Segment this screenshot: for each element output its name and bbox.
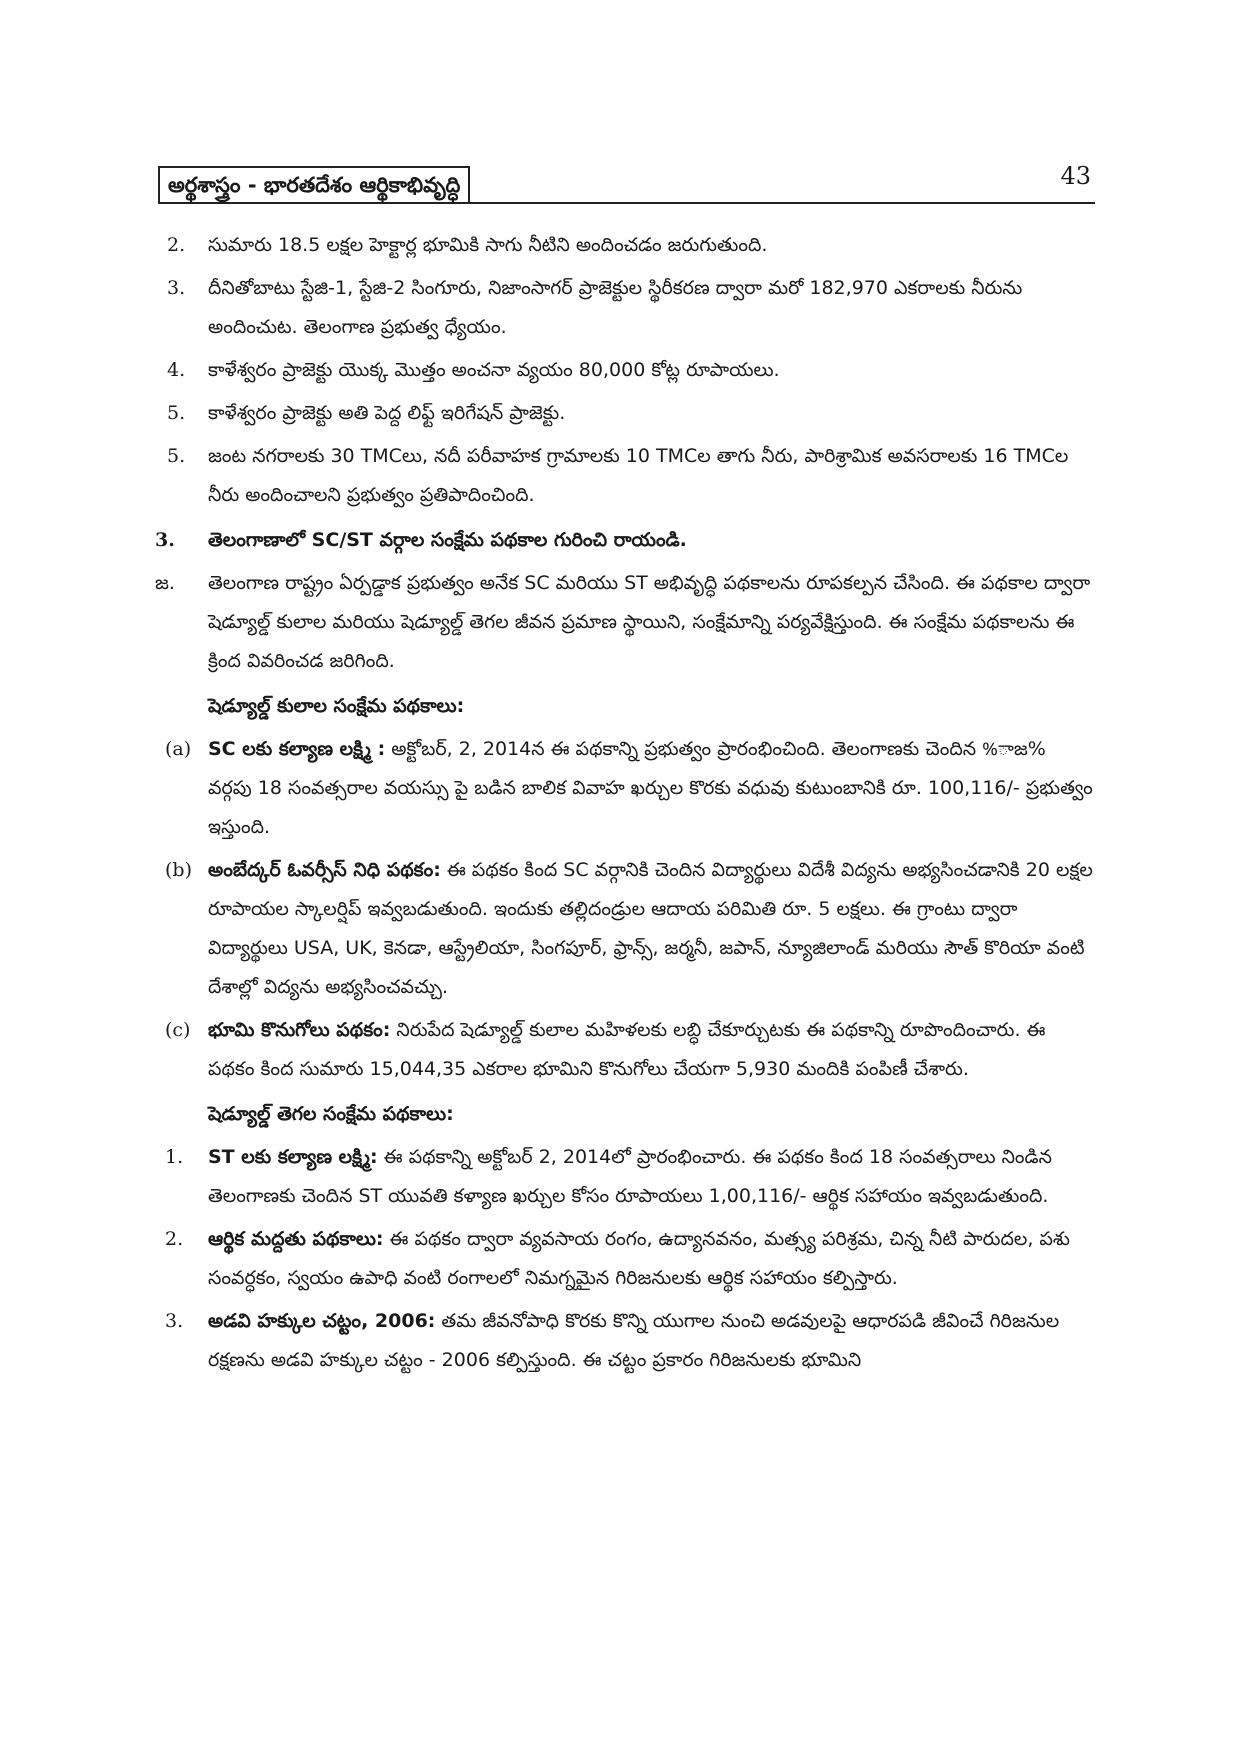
book-title: అర్థశాస్త్రం - భారతదేశం ఆర్థికాభివృద్ధి	[158, 166, 470, 202]
list-item	[155, 394, 1095, 433]
answer-marker: జ.	[155, 572, 175, 594]
sc-scheme-item	[155, 1011, 1095, 1089]
scheme-title: SC లకు కల్యాణ లక్ష్మి :	[208, 738, 386, 760]
item-number: 1.	[165, 1146, 184, 1168]
scheme-title: అంబేద్కర్ ఓవర్సీస్ నిధి పథకం:	[208, 859, 441, 881]
st-scheme-item	[155, 1138, 1095, 1216]
item-number: (c)	[165, 1019, 191, 1041]
item-text: జంట నగరాలకు 30 TMCలు, నదీ పరీవాహక గ్రామాలకు 10 TMCల తాగు నీరు, పారిశ్రామిక అవసరాలకు 16 TMCల నీరు అందించాలని ప్రభుత్వం ప్రతిపాదించింది.	[208, 445, 1069, 506]
item-number: 3.	[167, 277, 186, 299]
scheme-text: ఈ పథకాన్ని అక్టోబర్ 2, 2014లో ప్రారంభించారు. ఈ పథకం కింద 18 సంవత్సరాలు నిండిన తెలంగాణకు చెందిన ST యువతి కళ్యాణ ఖర్చుల కోసం రూపాయలు 1,00,116/- ఆర్థిక సహాయం ఇవ్వబడుతుంది.	[208, 1146, 1052, 1207]
item-number: 2.	[167, 234, 186, 256]
question-number: 3.	[155, 529, 175, 551]
item-number: 5.	[167, 445, 186, 467]
item-number: (a)	[165, 738, 192, 760]
sc-scheme-item	[155, 851, 1095, 1007]
scheme-text: తమ జీవనోపాధి కొరకు కొన్ని యుగాల నుంచి అడవులపై ఆధారపడి జీవించే గిరిజనుల రక్షణను అడవి హక్కుల చట్టం - 2006 కల్పిస్తుంది. ఈ చట్టం ప్రకారం గిరిజనులకు భూమిని	[208, 1310, 1060, 1371]
item-number: 3.	[165, 1310, 184, 1332]
scheme-title: ST లకు కల్యాణ లక్ష్మి:	[208, 1146, 378, 1168]
scheme-text: నిరుపేద షెడ్యూల్డ్ కులాల మహిళలకు లబ్ధి చేకూర్చుటకు ఈ పథకాన్ని రూపొందించారు. ఈ పథకం కింద సుమారు 15,044,35 ఎకరాల భూమిని కొనుగోలు చేయగా 5,930 మందికి పంపిణీ చేశారు.	[208, 1019, 1046, 1080]
scheme-text: ఈ పథకం ద్వారా వ్యవసాయ రంగం, ఉద్యానవనం, మత్స్య పరిశ్రమ, చిన్న నీటి పారుదల, పశు సంవర్ధకం, స్వయం ఉపాధి వంటి రంగాలలో నిమగ్నమైన గిరిజనులకు ఆర్థిక సహాయం కల్పిస్తారు.	[208, 1228, 1070, 1289]
item-number: 4.	[167, 359, 186, 381]
item-number: (b)	[165, 859, 192, 881]
item-text: దీనితోబాటు స్టేజి-1, స్టేజి-2 సింగూరు, నిజాంసాగర్ ప్రాజెక్టుల స్థిరీకరణ ద్వారా మరో 182,970 ఎకరాలకు నీరును అందించుట. తెలంగాణ ప్రభుత్వ ధ్యేయం.	[208, 277, 1023, 338]
list-item	[155, 269, 1095, 347]
sc-section-heading: షెడ్యూల్డ్ కులాల సంక్షేమ పథకాలు:	[208, 695, 465, 717]
page-number: 43	[1060, 162, 1091, 190]
st-scheme-item	[155, 1220, 1095, 1298]
page-header	[158, 160, 1095, 204]
list-item	[155, 437, 1095, 515]
item-number: 2.	[165, 1228, 184, 1250]
list-item	[155, 351, 1095, 390]
scheme-text: అక్టోబర్, 2, 2014న ఈ పథకాన్ని ప్రభుత్వం ప్రారంభించింది. తెలంగాణకు చెందిన %ాజ% వర్గపు 18 సంవత్సరాల వయస్సు పై బడిన బాలిక వివాహ ఖర్చుల కొరకు వధువు కుటుంబానికి రూ. 100,116/- ప్రభుత్వం ఇస్తుంది.	[208, 738, 1093, 838]
page-content	[155, 226, 1095, 1384]
item-text: కాళేశ్వరం ప్రాజెక్టు అతి పెద్ద లిఫ్ట్ ఇరిగేషన్ ప్రాజెక్టు.	[208, 402, 566, 424]
question	[155, 521, 1095, 560]
item-text: కాళేశ్వరం ప్రాజెక్టు యొక్క మొత్తం అంచనా వ్యయం 80,000 కోట్ల రూపాయలు.	[208, 359, 780, 381]
list-item	[155, 226, 1095, 265]
answer	[155, 564, 1095, 681]
scheme-title: ఆర్థిక మద్దతు పథకాలు:	[208, 1228, 384, 1250]
item-text: సుమారు 18.5 లక్షల హెక్టార్ల భూమికి సాగు నీటిని అందించడం జరుగుతుంది.	[208, 234, 768, 256]
scheme-title: భూమి కొనుగోలు పథకం:	[208, 1019, 391, 1041]
sc-scheme-item	[155, 730, 1095, 847]
answer-text: తెలంగాణ రాష్ట్రం ఏర్పడ్డాక ప్రభుత్వం అనేక SC మరియు ST అభివృద్ధి పథకాలను రూపకల్పన చేసింది. ఈ పథకాల ద్వారా షెడ్యూల్డ్ కులాల మరియు షెడ్యూల్డ్ తెగల జీవన ప్రమాణ స్థాయిని, సంక్షేమాన్ని పర్యవేక్షిస్తుంది. ఈ సంక్షేమ పథకాలను ఈ క్రింద వివరించడ జరిగింది.	[208, 572, 1091, 672]
st-section-heading: షెడ్యూల్డ్ తెగల సంక్షేమ పథకాలు:	[208, 1103, 454, 1125]
scheme-text: ఈ పథకం కింద SC వర్గానికి చెందిన విద్యార్థులు విదేశీ విద్యను అభ్యసించడానికి 20 లక్షల రూపాయల స్కాలర్షిప్ ఇవ్వబడుతుంది. ఇందుకు తల్లిదండ్రుల ఆదాయ పరిమితి రూ. 5 లక్షలు. ఈ గ్రాంటు ద్వారా విద్యార్థులు USA, UK, కెనడా, ఆస్ట్రేలియా, సింగపూర్, ఫ్రాన్స్, జర్మనీ, జపాన్, న్యూజిలాండ్ మరియు సౌత్ కొరియా వంటి దేశాల్లో విద్యను అభ్యసించవచ్చు.	[208, 859, 1093, 998]
item-number: 5.	[167, 402, 186, 424]
scheme-title: అడవి హక్కుల చట్టం, 2006:	[208, 1310, 436, 1332]
question-text: తెలంగాణాలో SC/ST వర్గాల సంక్షేమ పథకాల గురించి రాయండి.	[208, 529, 687, 551]
st-scheme-item	[155, 1302, 1095, 1380]
